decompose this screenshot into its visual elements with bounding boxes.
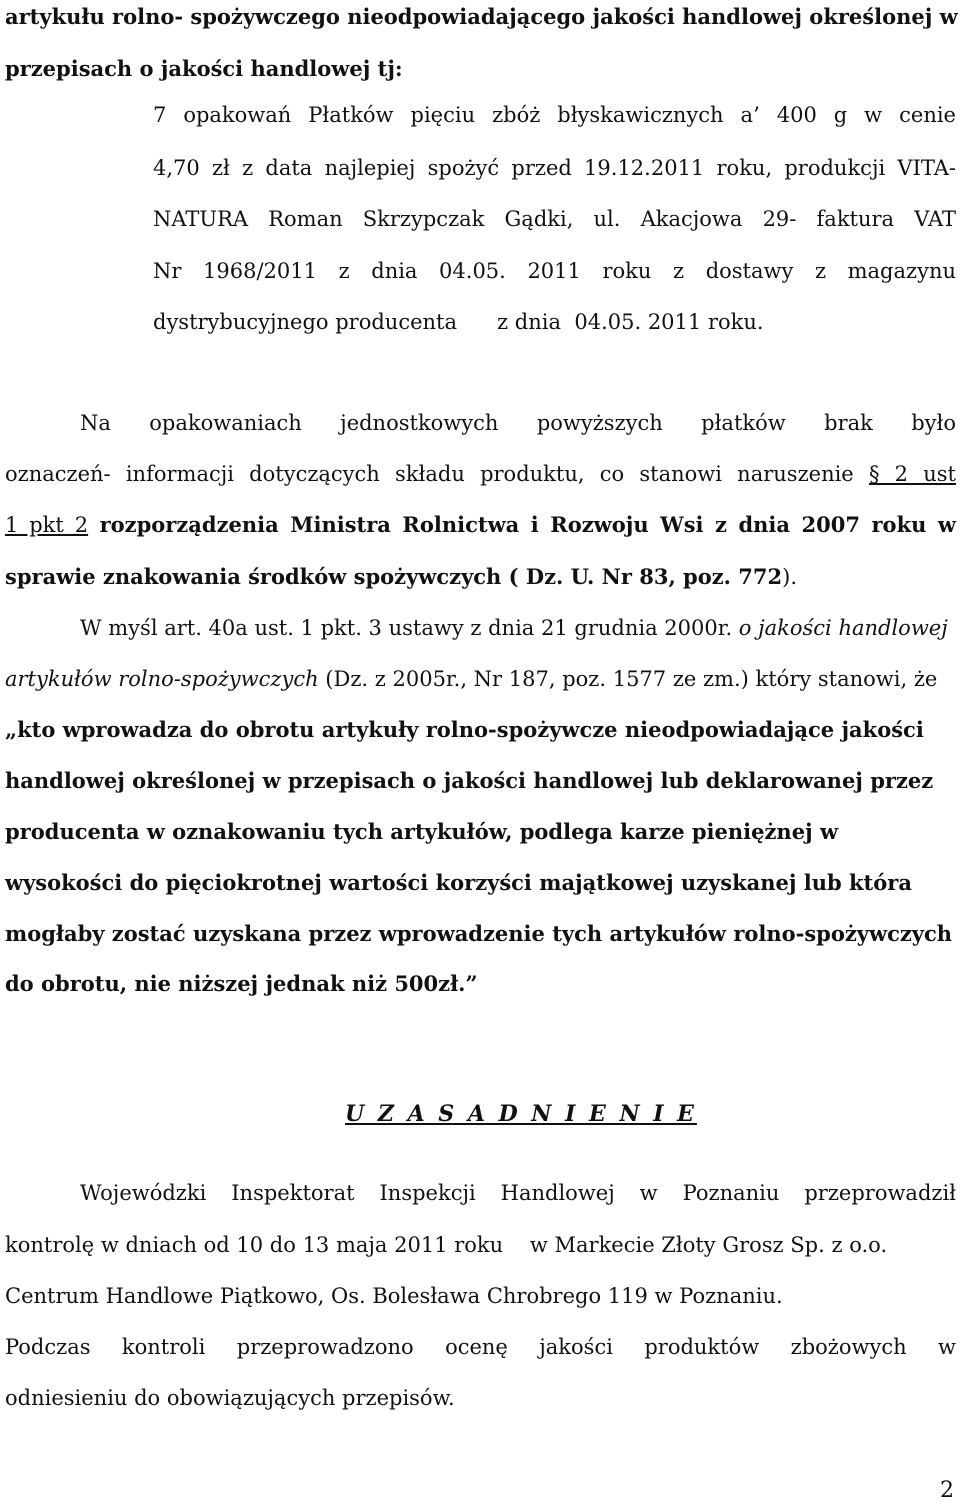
section-heading: U Z A S A D N I E N I E [345,1101,697,1127]
quote-line-5: mogłaby zostać uzyskana przez wprowadzenie tych artykułów rolno-spożywczych [5,921,953,946]
text-line-1: artykułu rolno- spożywczego nieodpowiadającego jakości handlowej określonej w [5,4,958,29]
text-line-13-italic: artykułów rolno-spożywczych [5,667,319,691]
text-line-21: kontrolę w dniach od 10 do 13 maja 2011 roku w Markecie Złoty Grosz Sp. z o.o. [5,1233,888,1257]
quote-line-3: producenta w oznakowaniu tych artykułów, podlega karze pieniężnej w [5,819,839,844]
text-line-7: dystrybucyjnego producenta z dnia 04.05. 2011 roku. [153,310,764,334]
text-line-5: NATURA Roman Skrzypczak Gądki, ul. Akacjowa 29- faktura VAT [153,207,956,231]
text-line-12-italic: o jakości handlowej [738,616,948,640]
paragraph-reference: § 2 ust [868,462,956,486]
text-line-20: Wojewódzki Inspektorat Inspekcji Handlowej w Poznaniu przeprowadził [80,1181,956,1205]
text-line-11-content: sprawie znakowania środków spożywczych ( Dz. U. Nr 83, poz. 772 [5,564,783,589]
text-line-23: Podczas kontroli przeprowadzono ocenę jakości produktów zbożowych w [5,1335,956,1359]
text-line-10 [5,512,956,538]
text-line-13-content: (Dz. z 2005r., Nr 187, poz. 1577 ze zm.) który stanowi, że [318,667,938,691]
quote-line-2: handlowej określonej w przepisach o jakości handlowej lub deklarowanej przez [5,768,934,793]
text-line-6: Nr 1968/2011 z dnia 04.05. 2011 roku z dostawy z magazynu [153,259,956,283]
text-line-12 [80,615,948,641]
text-line-8: Na opakowaniach jednostkowych powyższych płatków brak było [80,411,956,435]
page-number: 2 [940,1478,954,1503]
text-line-3: 7 opakowań Płatków pięciu zbóż błyskawicznych a’ 400 g w cenie [153,103,956,127]
text-line-11 [5,564,797,590]
text-line-2-content: przepisach o jakości handlowej tj: [5,56,403,81]
paragraph-reference-pkt: 1 pkt 2 [5,513,89,537]
text-line-12-content: W myśl art. 40a ust. 1 pkt. 3 ustawy z dnia 21 grudnia 2000r. [80,616,739,640]
text-line-9 [5,461,956,487]
text-line-9-content: oznaczeń- informacji dotyczących składu produktu, co stanowi naruszenie [5,462,869,486]
text-line-11-end: ). [782,565,798,589]
text-line-10-content: rozporządzenia Ministra Rolnictwa i Rozwoju Wsi z dnia 2007 roku w [88,512,956,537]
quote-line-4: wysokości do pięciokrotnej wartości korzyści majątkowej uzyskanej lub która [5,870,912,895]
quote-line-1: „kto wprowadza do obrotu artykuły rolno-spożywcze nieodpowiadające jakości [5,717,924,742]
text-line-24: odniesieniu do obowiązujących przepisów. [5,1386,455,1410]
text-line-13 [5,666,937,692]
text-line-22: Centrum Handlowe Piątkowo, Os. Bolesława Chrobrego 119 w Poznaniu. [5,1284,783,1308]
text-line-4: 4,70 zł z data najlepiej spożyć przed 19.12.2011 roku, produkcji VITA- [153,156,956,180]
text-line-2 [5,56,403,82]
quote-line-6: do obrotu, nie niższej jednak niż 500zł.” [5,971,478,996]
